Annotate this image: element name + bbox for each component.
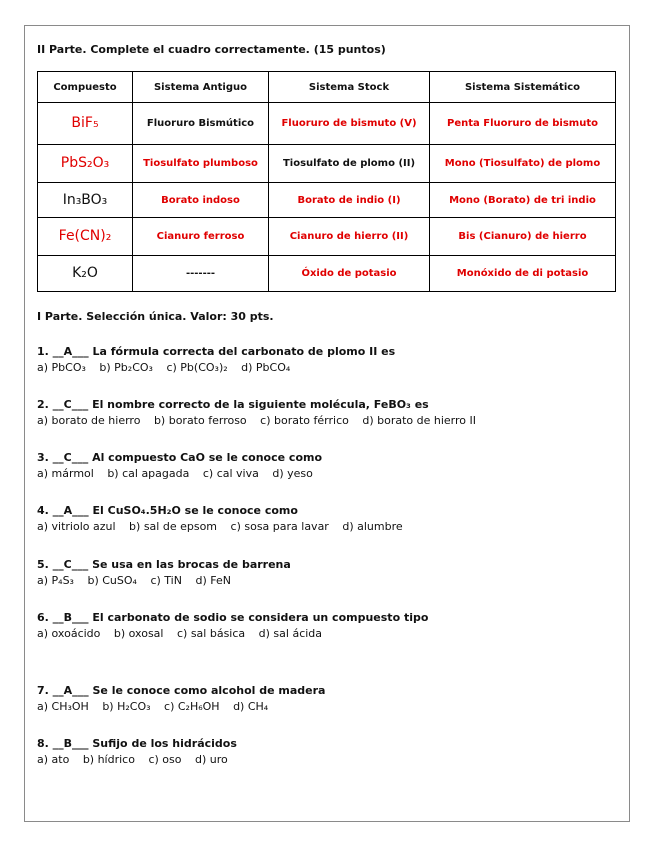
question-stem: 2. __C___ El nombre correcto de la siguiente molécula, FeBO₃ es (37, 398, 429, 411)
question-options (37, 574, 617, 587)
sistematico-cell: Mono (Borato) de tri indio (430, 183, 616, 218)
option-b: b) oxosal (113, 627, 164, 640)
header-compuesto: Compuesto (38, 72, 133, 103)
option-c: c) sal básica (176, 627, 246, 640)
option-a: a) PbCO₃ (37, 361, 86, 374)
option-a: a) CH₃OH (37, 700, 89, 713)
question-options (37, 753, 617, 766)
sistematico-cell: Monóxido de di potasio (430, 256, 616, 292)
option-d: d) borato de hierro II (362, 414, 477, 427)
option-a: a) vitriolo azul (37, 520, 116, 533)
part2-title: II Parte. Complete el cuadro correctamente. (15 puntos) (37, 43, 386, 56)
question-4 (37, 504, 617, 533)
sistematico-cell: Penta Fluoruro de bismuto (430, 103, 616, 145)
question-stem: 5. __C___ Se usa en las brocas de barrena (37, 558, 291, 571)
option-d: d) alumbre (342, 520, 403, 533)
question-3 (37, 451, 617, 480)
question-stem: 8. __B___ Sufijo de los hidrácidos (37, 737, 237, 750)
option-a: a) oxoácido (37, 627, 101, 640)
antiguo-cell: Borato indoso (133, 183, 269, 218)
option-b: b) sal de epsom (129, 520, 218, 533)
nomenclature-table (37, 71, 616, 292)
option-b: b) hídrico (82, 753, 135, 766)
option-d: d) FeN (195, 574, 231, 587)
question-7 (37, 684, 617, 713)
option-c: c) TiN (150, 574, 182, 587)
compound-cell: Fe(CN)₂ (38, 218, 133, 256)
question-5 (37, 558, 617, 587)
question-6 (37, 611, 617, 640)
option-b: b) CuSO₄ (87, 574, 137, 587)
option-c: c) oso (148, 753, 182, 766)
option-c: c) borato férrico (260, 414, 349, 427)
antiguo-cell: Fluoruro Bismútico (133, 103, 269, 145)
question-stem: 7. __A___ Se le conoce como alcohol de madera (37, 684, 326, 697)
question-options (37, 627, 617, 640)
option-b: b) cal apagada (107, 467, 190, 480)
antiguo-cell: Tiosulfato plumboso (133, 145, 269, 183)
question-options (37, 414, 617, 427)
option-b: b) H₂CO₃ (102, 700, 151, 713)
option-c: c) sosa para lavar (230, 520, 329, 533)
compound-cell: BiF₅ (38, 103, 133, 145)
question-options (37, 700, 617, 713)
compound-cell: PbS₂O₃ (38, 145, 133, 183)
table-row (38, 183, 616, 218)
question-options (37, 467, 617, 480)
table-row (38, 218, 616, 256)
option-b: b) borato ferroso (153, 414, 247, 427)
question-options (37, 520, 617, 533)
table-row (38, 145, 616, 183)
option-d: d) PbCO₄ (241, 361, 291, 374)
header-sistema-sistematico: Sistema Sistemático (430, 72, 616, 103)
option-d: d) uro (194, 753, 228, 766)
sistematico-cell: Bis (Cianuro) de hierro (430, 218, 616, 256)
table-row (38, 256, 616, 292)
stock-cell: Borato de indio (I) (269, 183, 430, 218)
header-sistema-stock: Sistema Stock (269, 72, 430, 103)
stock-cell: Óxido de potasio (269, 256, 430, 292)
stock-cell: Cianuro de hierro (II) (269, 218, 430, 256)
compound-cell: In₃BO₃ (38, 183, 133, 218)
antiguo-cell: Cianuro ferroso (133, 218, 269, 256)
option-a: a) ato (37, 753, 70, 766)
question-2 (37, 398, 617, 427)
option-c: c) C₂H₆OH (164, 700, 220, 713)
question-8 (37, 737, 617, 766)
header-sistema-antiguo: Sistema Antiguo (133, 72, 269, 103)
stock-cell: Tiosulfato de plomo (II) (269, 145, 430, 183)
sistematico-cell: Mono (Tiosulfato) de plomo (430, 145, 616, 183)
option-a: a) P₄S₃ (37, 574, 74, 587)
question-stem: 4. __A___ El CuSO₄.5H₂O se le conoce como (37, 504, 298, 517)
option-a: a) mármol (37, 467, 94, 480)
question-stem: 1. __A___ La fórmula correcta del carbonato de plomo II es (37, 345, 396, 358)
table-row (38, 103, 616, 145)
option-c: c) cal viva (202, 467, 259, 480)
option-d: d) sal ácida (258, 627, 323, 640)
compound-cell: K₂O (38, 256, 133, 292)
part1-title: I Parte. Selección única. Valor: 30 pts. (37, 310, 274, 323)
option-d: d) yeso (272, 467, 313, 480)
question-1 (37, 345, 617, 374)
table-header-row (38, 72, 616, 103)
option-c: c) Pb(CO₃)₂ (166, 361, 228, 374)
antiguo-cell: ------- (133, 256, 269, 292)
stock-cell: Fluoruro de bismuto (V) (269, 103, 430, 145)
option-a: a) borato de hierro (37, 414, 141, 427)
question-stem: 3. __C___ Al compuesto CaO se le conoce como (37, 451, 323, 464)
option-b: b) Pb₂CO₃ (99, 361, 153, 374)
question-stem: 6. __B___ El carbonato de sodio se considera un compuesto tipo (37, 611, 429, 624)
question-options (37, 361, 617, 374)
option-d: d) CH₄ (233, 700, 269, 713)
